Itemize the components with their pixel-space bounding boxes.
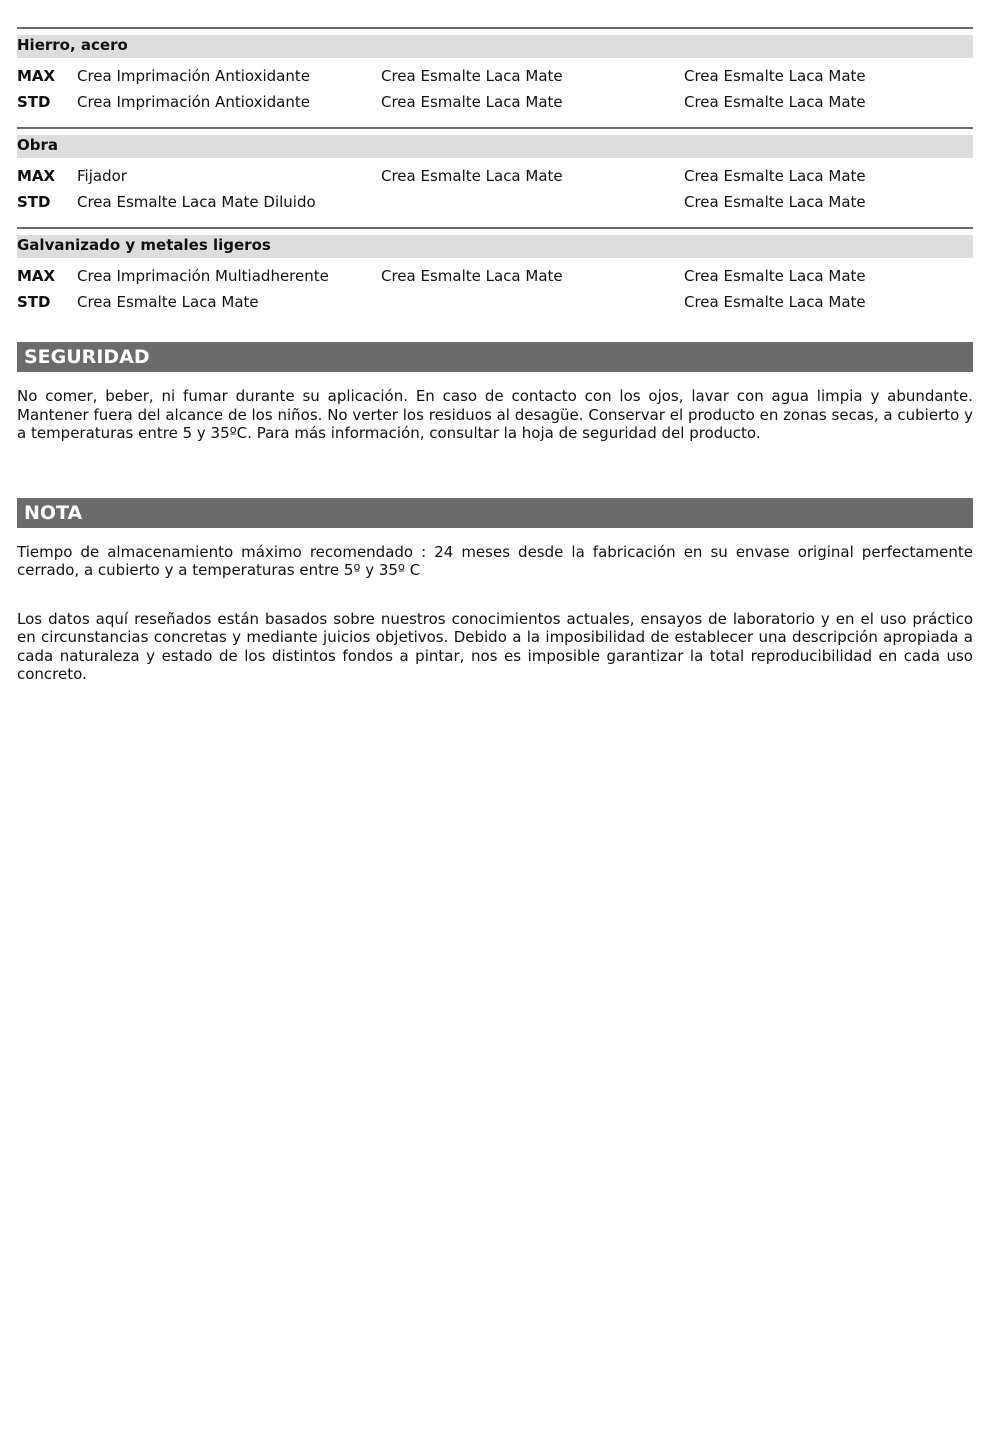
finish-cell: Crea Esmalte Laca Mate xyxy=(684,292,866,311)
substrate-heading: Hierro, acero xyxy=(17,35,973,58)
system-row-std xyxy=(17,190,973,216)
system-block-hierro xyxy=(17,27,973,121)
document-page xyxy=(17,27,973,684)
substrate-heading: Galvanizado y metales ligeros xyxy=(17,235,973,258)
substrate-heading: Obra xyxy=(17,135,973,158)
system-row-max xyxy=(17,164,973,190)
finish-cell: Crea Esmalte Laca Mate xyxy=(684,92,866,111)
intermediate-cell: Crea Esmalte Laca Mate xyxy=(381,267,563,285)
primer-cell: Crea Imprimación Antioxidante xyxy=(77,92,310,111)
system-row-max xyxy=(17,64,973,90)
intermediate-cell: Crea Esmalte Laca Mate xyxy=(381,67,563,85)
nota-storage-text: Tiempo de almacenamiento máximo recomendado : 24 meses desde la fabricación en su envase original perfectamente cerrado, a cubierto y a temperaturas entre 5º y 35º C xyxy=(17,542,973,579)
finish-cell: Crea Esmalte Laca Mate xyxy=(684,267,866,285)
primer-cell: Crea Esmalte Laca Mate Diluido xyxy=(77,192,316,211)
level-label: MAX xyxy=(17,267,56,285)
level-label: STD xyxy=(17,92,51,111)
system-row-std xyxy=(17,290,973,316)
seguridad-heading: SEGURIDAD xyxy=(17,342,973,372)
nota-heading: NOTA xyxy=(17,498,973,528)
system-row-std xyxy=(17,90,973,116)
level-label: STD xyxy=(17,292,51,311)
primer-cell: Crea Imprimación Antioxidante xyxy=(77,67,310,85)
system-block-obra xyxy=(17,127,973,221)
primer-cell: Crea Imprimación Multiadherente xyxy=(77,267,329,285)
intermediate-cell: Crea Esmalte Laca Mate xyxy=(381,167,563,185)
nota-disclaimer-text: Los datos aquí reseñados están basados sobre nuestros conocimientos actuales, ensayos de laboratorio y en el uso práctico en circunstancias concretas y mediante juicios objetivos. Debido a la imposibilidad de establecer una descripción apropiada a cada naturaleza y estado de los distintos fondos a pintar, nos es imposible garantizar la total reproducibilidad en cada uso concreto. xyxy=(17,609,973,683)
finish-cell: Crea Esmalte Laca Mate xyxy=(684,67,866,85)
seguridad-text: No comer, beber, ni fumar durante su aplicación. En caso de contacto con los ojos, lavar con agua limpia y abundante. Mantener fuera del alcance de los niños. No verter los residuos al desagüe. Conservar el producto en zonas secas, a cubierto y a temperaturas entre 5 y 35ºC. Para más información, consultar la hoja de seguridad del producto. xyxy=(17,387,973,442)
intermediate-cell: Crea Esmalte Laca Mate xyxy=(381,92,563,111)
level-label: STD xyxy=(17,192,51,211)
level-label: MAX xyxy=(17,167,56,185)
finish-cell: Crea Esmalte Laca Mate xyxy=(684,192,866,211)
level-label: MAX xyxy=(17,67,56,85)
finish-cell: Crea Esmalte Laca Mate xyxy=(684,167,866,185)
primer-cell: Fijador xyxy=(77,167,127,185)
system-row-max xyxy=(17,264,973,290)
primer-cell: Crea Esmalte Laca Mate xyxy=(77,292,259,311)
intermediate-cell xyxy=(381,290,684,316)
system-block-galvanizado xyxy=(17,227,973,315)
intermediate-cell xyxy=(381,190,684,216)
